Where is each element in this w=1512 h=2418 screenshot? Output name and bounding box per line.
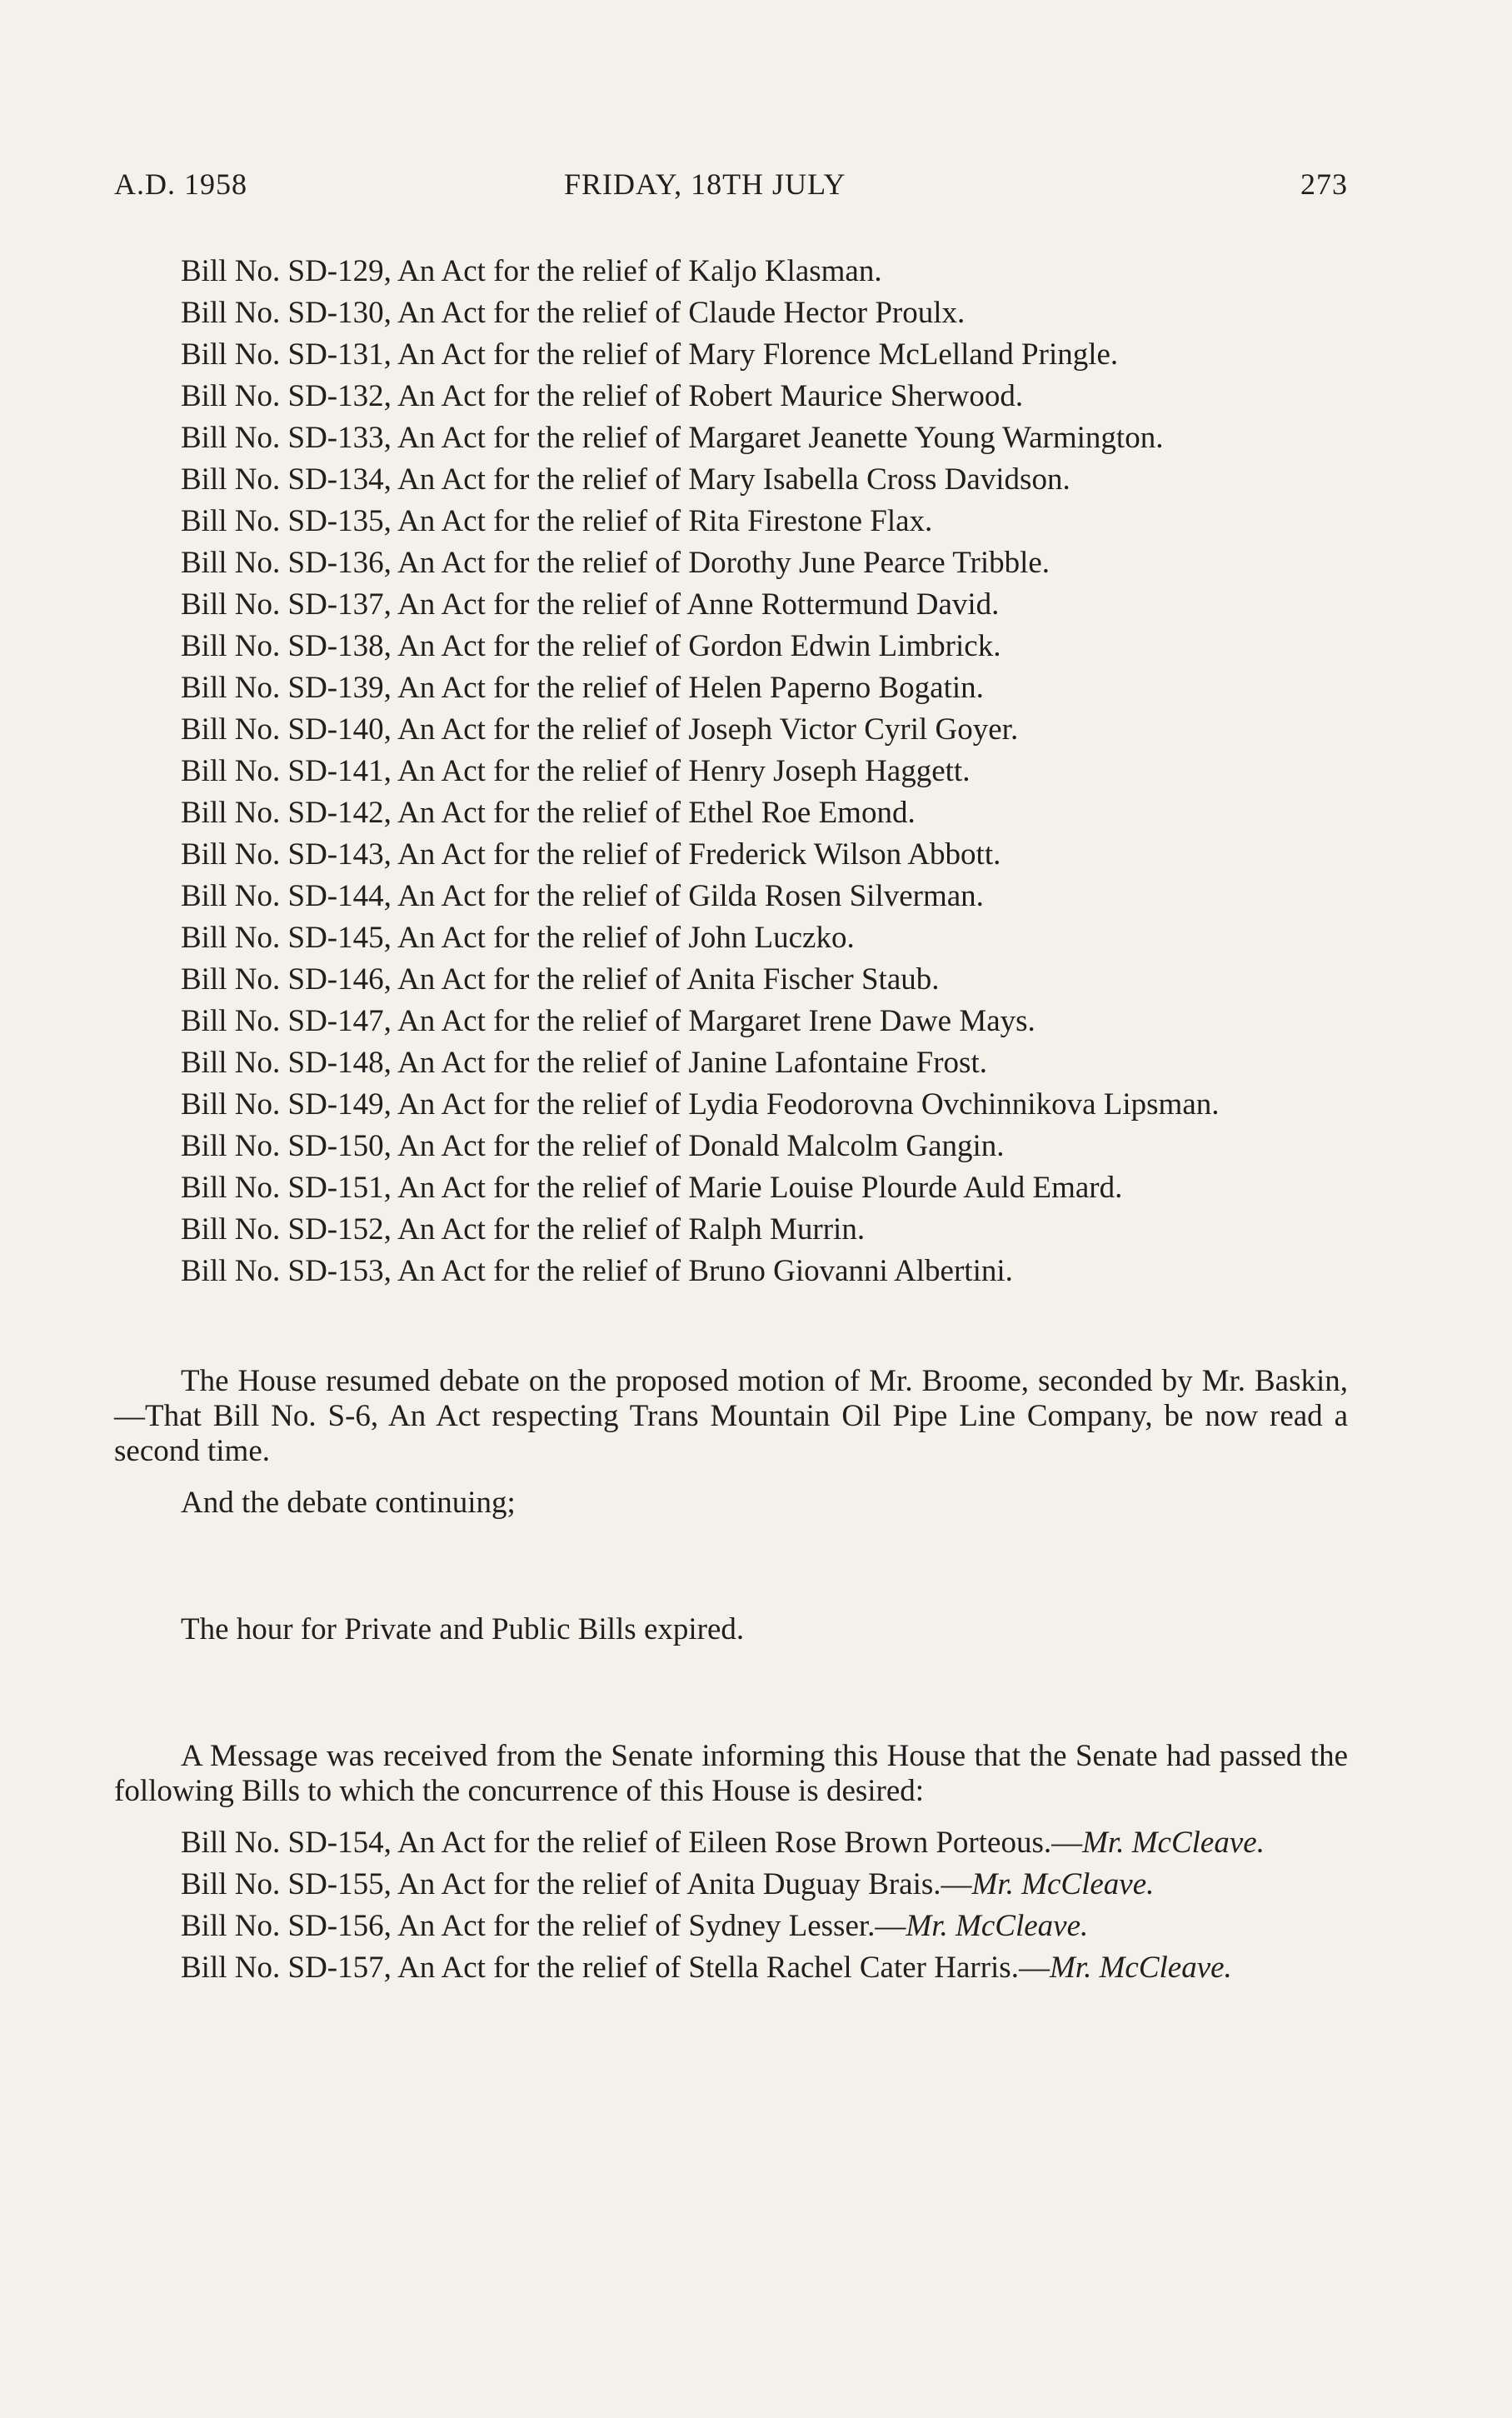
- bill-entry: Bill No. SD-133, An Act for the relief of Margaret Jeanette Young Warmington.: [181, 421, 1164, 455]
- bill-entry: Bill No. SD-149, An Act for the relief of Lydia Feodorovna Ovchinnikova Lipsman.: [181, 1087, 1220, 1122]
- debate-paragraph: The House resumed debate on the proposed motion of Mr. Broome, seconded by Mr. Baskin,—That Bill No. S-6, An Act respecting Trans Mountain Oil Pipe Line Company, be now read a second time.: [114, 1364, 1348, 1468]
- hour-expired: The hour for Private and Public Bills expired.: [181, 1612, 745, 1646]
- bill-entry: Bill No. SD-131, An Act for the relief of Mary Florence McLelland Pringle.: [181, 337, 1119, 372]
- bill-entry: [114, 1909, 1348, 1944]
- sponsor-name: Mr. McCleave.: [1082, 1826, 1265, 1860]
- bill-entry: Bill No. SD-148, An Act for the relief of Janine Lafontaine Frost.: [181, 1046, 987, 1080]
- bill-entry: Bill No. SD-136, An Act for the relief of Dorothy June Pearce Tribble.: [181, 546, 1050, 580]
- bill-entry: Bill No. SD-129, An Act for the relief of Kaljo Klasman.: [181, 254, 882, 288]
- header-year: A.D. 1958: [114, 167, 247, 201]
- bill-entry: Bill No. SD-151, An Act for the relief of Marie Louise Plourde Auld Emard.: [181, 1171, 1123, 1205]
- debate-continuing: And the debate continuing;: [181, 1486, 516, 1520]
- bill-entry: Bill No. SD-146, An Act for the relief of Anita Fischer Staub.: [181, 962, 940, 997]
- bill-entry: Bill No. SD-138, An Act for the relief of Gordon Edwin Limbrick.: [181, 629, 1001, 663]
- senate-message: A Message was received from the Senate informing this House that the Senate had passed the following Bills to which the concurrence of this House is desired:: [114, 1739, 1348, 1808]
- bill-entry: Bill No. SD-150, An Act for the relief of Donald Malcolm Gangin.: [181, 1129, 1005, 1163]
- bill-list-1: [114, 254, 1348, 1289]
- section-gap: [114, 1537, 1348, 1612]
- bill-entry: Bill No. SD-144, An Act for the relief of Gilda Rosen Silverman.: [181, 879, 984, 913]
- sponsor-name: Mr. McCleave.: [1049, 1951, 1232, 1985]
- sponsor-name: Mr. McCleave.: [971, 1867, 1155, 1901]
- bill-entry: [114, 1951, 1348, 1986]
- bill-entry: Bill No. SD-141, An Act for the relief of Henry Joseph Haggett.: [181, 754, 971, 788]
- page-number: 273: [1300, 167, 1348, 201]
- bill-entry: Bill No. SD-134, An Act for the relief of Mary Isabella Cross Davidson.: [181, 462, 1070, 497]
- sponsor-name: Mr. McCleave.: [906, 1909, 1089, 1943]
- bill-entry: Bill No. SD-147, An Act for the relief of Margaret Irene Dawe Mays.: [181, 1004, 1035, 1038]
- header-date: FRIDAY, 18TH JULY: [564, 167, 846, 201]
- bill-entry: Bill No. SD-139, An Act for the relief of Helen Paperno Bogatin.: [181, 671, 984, 705]
- bill-list-2: [114, 1826, 1348, 1986]
- bill-entry: Bill No. SD-137, An Act for the relief of Anne Rottermund David.: [181, 587, 1000, 622]
- bill-entry: [114, 1826, 1348, 1861]
- bill-entry: [114, 1867, 1348, 1902]
- bill-entry: Bill No. SD-152, An Act for the relief of Ralph Murrin.: [181, 1212, 866, 1246]
- bill-entry: Bill No. SD-130, An Act for the relief of Claude Hector Proulx.: [181, 296, 966, 330]
- bill-entry: Bill No. SD-132, An Act for the relief of Robert Maurice Sherwood.: [181, 379, 1024, 413]
- page-body: [114, 254, 1348, 1992]
- section-gap: [114, 1296, 1348, 1364]
- section-gap: [114, 1664, 1348, 1739]
- bill-entry: Bill No. SD-145, An Act for the relief of John Luczko.: [181, 921, 855, 955]
- bill-text: Bill No. SD-156, An Act for the relief of Sydney Lesser.—: [181, 1909, 906, 1943]
- bill-entry: Bill No. SD-143, An Act for the relief of Frederick Wilson Abbott.: [181, 837, 1001, 872]
- bill-text: Bill No. SD-154, An Act for the relief of Eileen Rose Brown Porteous.—: [181, 1826, 1083, 1860]
- bill-entry: Bill No. SD-153, An Act for the relief of Bruno Giovanni Albertini.: [181, 1254, 1013, 1288]
- bill-text: Bill No. SD-155, An Act for the relief of Anita Duguay Brais.—: [181, 1867, 972, 1901]
- running-header: [114, 167, 1348, 208]
- bill-entry: Bill No. SD-135, An Act for the relief of Rita Firestone Flax.: [181, 504, 933, 538]
- bill-entry: Bill No. SD-142, An Act for the relief of Ethel Roe Emond.: [181, 796, 916, 830]
- bill-entry: Bill No. SD-140, An Act for the relief of Joseph Victor Cyril Goyer.: [181, 712, 1019, 747]
- bill-text: Bill No. SD-157, An Act for the relief of Stella Rachel Cater Harris.—: [181, 1951, 1050, 1985]
